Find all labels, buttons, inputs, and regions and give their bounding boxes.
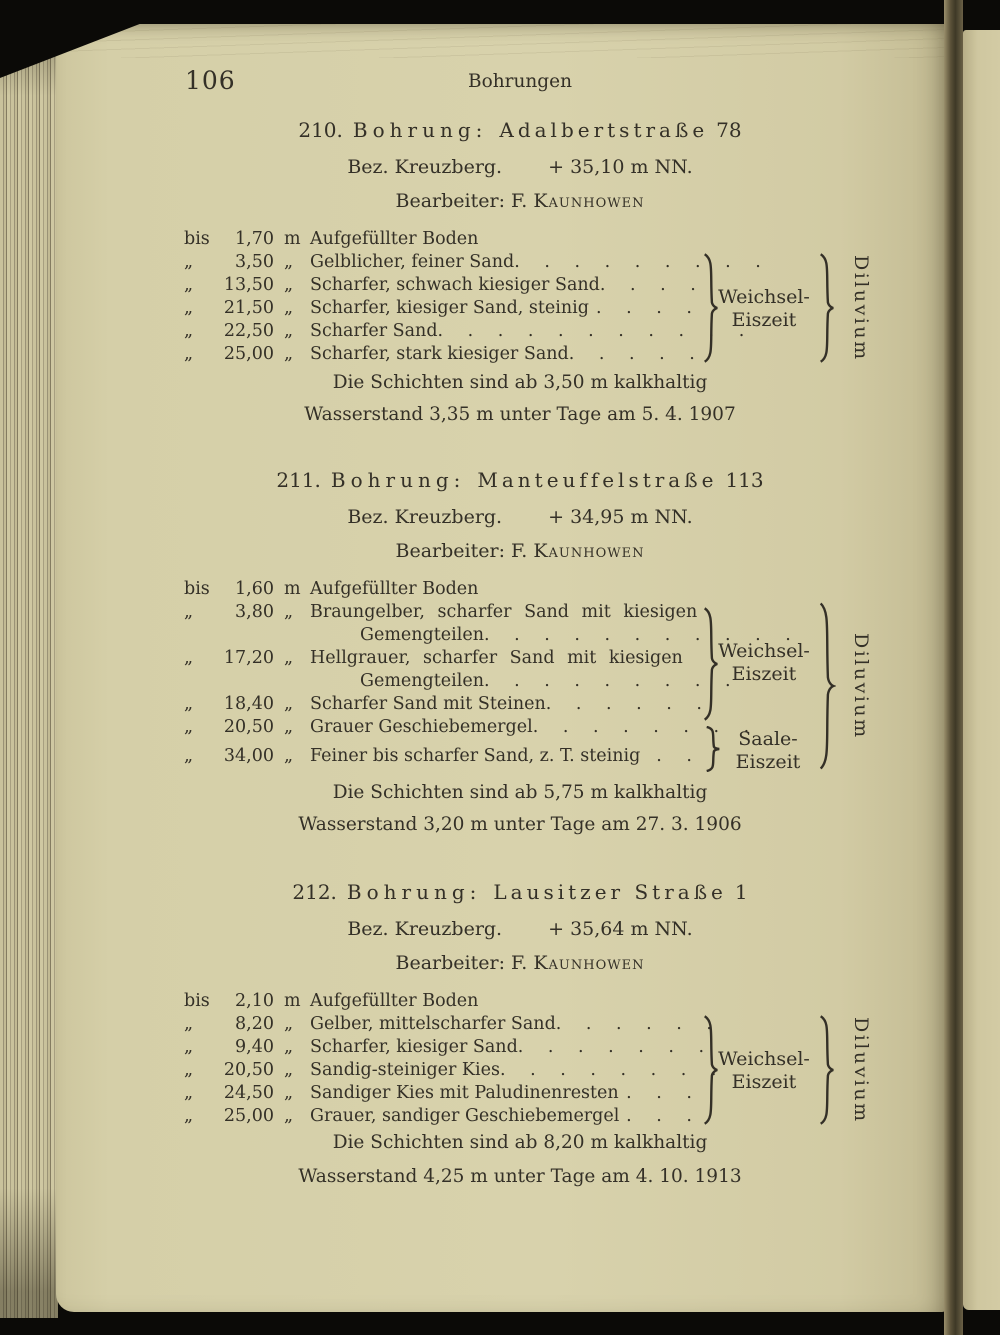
col-description — [302, 693, 702, 716]
col-depth: 17,20 — [223, 648, 274, 668]
col-depth: 20,50 — [223, 1060, 274, 1080]
col-bis: „ — [184, 746, 194, 766]
col-unit: „ — [284, 1083, 294, 1103]
col-bis: bis — [184, 579, 210, 599]
elevation: + 35,10 m NN. — [548, 156, 693, 178]
col-bis: „ — [184, 648, 194, 668]
col-bis: „ — [184, 1037, 194, 1057]
col-depth: 21,50 — [223, 298, 274, 318]
col-bis: „ — [184, 602, 194, 622]
stratum-text: Gelber, mittelscharfer Sand — [310, 1014, 556, 1034]
weichsel-line1: Weichsel- — [718, 1048, 810, 1070]
stratum-text: Feiner bis scharfer Sand, z. T. steinig — [310, 746, 641, 766]
bearbeiter-label: Bearbeiter: F. — [395, 540, 528, 562]
dot-leader: . . . . . . . . . . . — [437, 321, 745, 341]
bracket-label-diluvium: Diluvium — [850, 1016, 872, 1124]
col-depth: 22,50 — [223, 321, 274, 341]
col-unit: „ — [284, 344, 294, 364]
col-bis: „ — [184, 694, 194, 714]
col-unit: m — [284, 229, 301, 249]
note-wasserstand: Wasserstand 3,20 m unter Tage am 27. 3. 1906 — [298, 814, 742, 835]
col-unit: „ — [284, 1014, 294, 1034]
boring-subtitle — [160, 156, 880, 178]
col-description — [302, 670, 731, 693]
col-description — [302, 624, 791, 647]
col-unit: „ — [284, 1037, 294, 1057]
curly-brace-diluvium — [818, 600, 836, 772]
col-description — [302, 647, 694, 670]
curly-brace-diluvium — [818, 252, 836, 364]
bearbeiter-line — [160, 952, 880, 974]
stratum-text: Gemengteilen — [360, 671, 484, 691]
col-bis: „ — [184, 298, 194, 318]
col-description — [302, 228, 694, 251]
col-description — [302, 251, 761, 274]
street-name: Manteuffelstraße — [477, 468, 718, 492]
saale-line1: Saale- — [738, 728, 798, 750]
col-unit: „ — [284, 252, 294, 272]
col-unit: „ — [284, 717, 294, 737]
dot-leader: . . . . . . . . . — [483, 671, 731, 691]
col-bis: „ — [184, 1060, 194, 1080]
boring-title — [160, 880, 880, 904]
boring-subtitle — [160, 506, 880, 528]
col-description — [302, 578, 694, 601]
dot-leader: . . . . . . — [545, 694, 702, 714]
table-row — [184, 601, 880, 624]
table-row — [184, 343, 880, 366]
col-depth: 1,60 — [235, 579, 274, 599]
street-name: Lausitzer Straße — [493, 880, 727, 904]
table-row — [184, 990, 880, 1013]
dot-leader: . . . . — [599, 275, 696, 295]
boring-number: 211. — [276, 468, 321, 492]
col-depth: 8,20 — [235, 1014, 274, 1034]
col-description — [302, 343, 694, 366]
boring-title — [160, 118, 880, 142]
weichsel-line2: Eiszeit — [731, 663, 797, 685]
boring-subtitle — [160, 918, 880, 940]
stratum-text: Braungelber, scharfer Sand mit kiesigen — [310, 602, 698, 622]
bearbeiter-name: Kaunhowen — [533, 190, 645, 212]
elevation: + 35,64 m NN. — [548, 918, 693, 940]
stratum-text: Scharfer, kiesiger Sand, steinig — [310, 298, 589, 318]
stratum-text: Grauer Geschiebemergel — [310, 717, 533, 737]
col-description — [302, 745, 694, 768]
weichsel-line1: Weichsel- — [718, 640, 810, 662]
col-bis: „ — [184, 344, 194, 364]
bracket-label-weichsel — [704, 1048, 824, 1094]
col-unit: „ — [284, 1060, 294, 1080]
col-bis: „ — [184, 1106, 194, 1126]
stratum-text: Scharfer Sand mit Steinen — [310, 694, 546, 714]
col-depth: 3,50 — [235, 252, 274, 272]
stratum-text: Aufgefüllter Boden — [310, 229, 479, 249]
col-unit: m — [284, 991, 301, 1011]
col-bis: „ — [184, 717, 194, 737]
weichsel-line2: Eiszeit — [731, 1071, 797, 1093]
dot-leader: . . . . . — [568, 344, 695, 364]
col-description — [302, 990, 694, 1013]
weichsel-line1: Weichsel- — [718, 286, 810, 308]
dot-leader: . . . . . . . . — [499, 1060, 717, 1080]
strata-table — [184, 228, 880, 366]
col-unit: „ — [284, 298, 294, 318]
col-description — [302, 716, 750, 739]
col-unit: „ — [284, 694, 294, 714]
col-description — [302, 274, 694, 297]
col-bis: „ — [184, 1083, 194, 1103]
stratum-text: Hellgrauer, scharfer Sand mit kiesigen — [310, 648, 683, 668]
strata-table — [184, 578, 880, 774]
stratum-text: Scharfer, kiesiger Sand — [310, 1037, 518, 1057]
bearbeiter-label: Bearbeiter: F. — [395, 952, 528, 974]
book-left-page-stack — [0, 18, 58, 1318]
bracket-label-weichsel — [704, 286, 824, 332]
stratum-text: Gemengteilen — [360, 625, 484, 645]
bearbeiter-name: Kaunhowen — [533, 952, 645, 974]
col-depth: 25,00 — [223, 1106, 274, 1126]
street-number: 113 — [725, 468, 764, 492]
dot-leader: . . . . . . — [555, 1014, 712, 1034]
col-bis: „ — [184, 1014, 194, 1034]
boring-label: Bohrung: — [346, 880, 482, 904]
saale-line2: Eiszeit — [735, 751, 801, 773]
table-row — [184, 228, 880, 251]
note-kalkhaltig: Die Schichten sind ab 3,50 m kalkhaltig — [332, 372, 708, 393]
dot-leader: . . . . . . . . . — [514, 252, 761, 272]
bearbeiter-line — [160, 190, 880, 212]
boring-number: 212. — [292, 880, 337, 904]
col-unit: „ — [284, 1106, 294, 1126]
col-depth: 25,00 — [223, 344, 274, 364]
note-kalkhaltig: Die Schichten sind ab 5,75 m kalkhaltig — [332, 782, 708, 803]
boring-label: Bohrung: — [330, 468, 466, 492]
district: Bez. Kreuzberg. — [347, 156, 503, 178]
note-wasserstand: Wasserstand 3,35 m unter Tage am 5. 4. 1907 — [304, 404, 736, 425]
bracket-label-weichsel — [704, 640, 824, 686]
curly-brace-diluvium — [818, 1014, 836, 1126]
col-depth: 9,40 — [235, 1037, 274, 1057]
col-depth: 2,10 — [235, 991, 274, 1011]
col-unit: „ — [284, 602, 294, 622]
strata-table — [184, 990, 880, 1128]
boring-label: Bohrung: — [352, 118, 488, 142]
bearbeiter-name: Kaunhowen — [533, 540, 645, 562]
dot-leader: . . . . . . . . — [532, 717, 750, 737]
stratum-text: Scharfer, stark kiesiger Sand — [310, 344, 569, 364]
col-bis: bis — [184, 229, 210, 249]
page-number: 106 — [185, 66, 236, 95]
stratum-text: Scharfer, schwach kiesiger Sand — [310, 275, 600, 295]
dot-leader: . . . . . . . . . . . — [483, 625, 791, 645]
dot-leader: . . . — [626, 1083, 692, 1103]
table-row — [184, 1013, 880, 1036]
col-depth: 3,80 — [235, 602, 274, 622]
elevation: + 34,95 m NN. — [548, 506, 693, 528]
col-depth: 1,70 — [235, 229, 274, 249]
bearbeiter-line — [160, 540, 880, 562]
dot-leader: . . . . . . . — [517, 1037, 705, 1057]
weichsel-line2: Eiszeit — [731, 309, 797, 331]
col-bis: „ — [184, 321, 194, 341]
col-description — [302, 297, 694, 320]
stratum-text: Aufgefüllter Boden — [310, 991, 479, 1011]
col-description — [302, 1013, 712, 1036]
street-name: Adalbertstraße — [499, 118, 709, 142]
col-depth: 34,00 — [223, 746, 274, 766]
dot-leader: . . — [656, 746, 692, 766]
note-wasserstand: Wasserstand 4,25 m unter Tage am 4. 10. 1913 — [298, 1166, 742, 1187]
bracket-label-saale — [708, 728, 828, 774]
col-unit: m — [284, 579, 301, 599]
col-bis: bis — [184, 991, 210, 1011]
dot-leader: . . . — [626, 1106, 692, 1126]
table-row — [184, 251, 880, 274]
col-bis: „ — [184, 252, 194, 272]
note-kalkhaltig: Die Schichten sind ab 8,20 m kalkhaltig — [332, 1132, 708, 1153]
col-description — [302, 1105, 694, 1128]
col-depth: 18,40 — [223, 694, 274, 714]
col-depth: 24,50 — [223, 1083, 274, 1103]
col-description — [302, 1082, 694, 1105]
bracket-label-diluvium: Diluvium — [850, 632, 872, 740]
page-content — [160, 0, 880, 1335]
bearbeiter-label: Bearbeiter: F. — [395, 190, 528, 212]
col-description — [302, 601, 698, 624]
district: Bez. Kreuzberg. — [347, 506, 503, 528]
col-description — [302, 1036, 705, 1059]
stratum-text: Aufgefüllter Boden — [310, 579, 479, 599]
boring-number: 210. — [298, 118, 343, 142]
boring-title — [160, 468, 880, 492]
col-bis: „ — [184, 275, 194, 295]
col-description — [302, 1059, 717, 1082]
running-header: Bohrungen — [467, 71, 573, 92]
col-depth: 20,50 — [223, 717, 274, 737]
col-unit: „ — [284, 746, 294, 766]
stratum-text: Scharfer Sand — [310, 321, 438, 341]
col-unit: „ — [284, 321, 294, 341]
col-unit: „ — [284, 275, 294, 295]
bracket-label-diluvium: Diluvium — [850, 254, 872, 362]
dot-leader: . . . . — [596, 298, 692, 318]
col-description — [302, 320, 745, 343]
col-unit: „ — [284, 648, 294, 668]
street-number: 78 — [716, 118, 742, 142]
stratum-text: Sandig-steiniger Kies — [310, 1060, 500, 1080]
stratum-text: Grauer, sandiger Geschiebemergel — [310, 1106, 620, 1126]
table-row — [184, 578, 880, 601]
stratum-text: Sandiger Kies mit Paludinenresten — [310, 1083, 619, 1103]
col-depth: 13,50 — [223, 275, 274, 295]
table-row — [184, 1105, 880, 1128]
table-row — [184, 693, 880, 716]
stratum-text: Gelblicher, feiner Sand — [310, 252, 515, 272]
district: Bez. Kreuzberg. — [347, 918, 503, 940]
adjacent-page-edge — [963, 30, 1000, 1310]
book-gutter — [944, 0, 963, 1335]
street-number: 1 — [734, 880, 748, 904]
